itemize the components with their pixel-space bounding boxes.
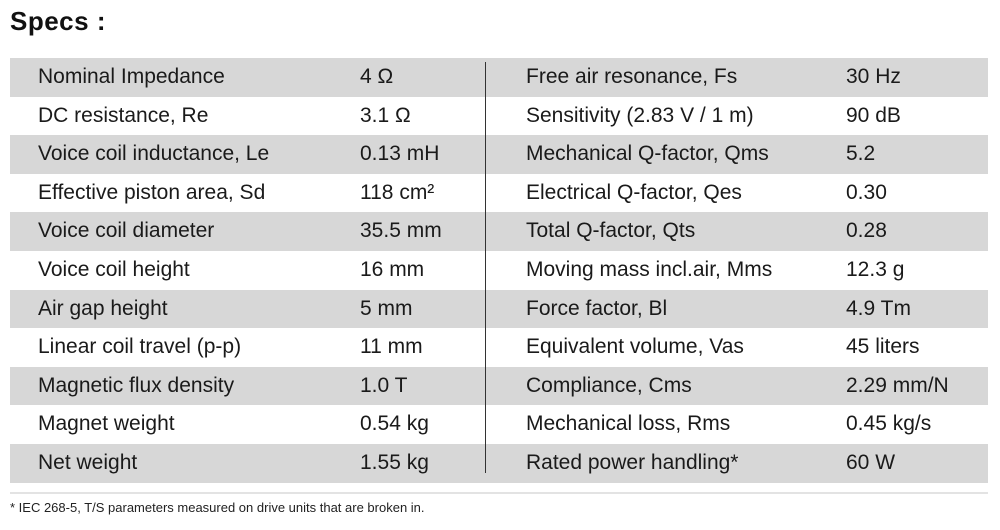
spec-label: Equivalent volume, Vas — [526, 335, 744, 359]
spec-label: Linear coil travel (p-p) — [38, 335, 242, 359]
spec-label: Sensitivity (2.83 V / 1 m) — [526, 103, 754, 127]
table-row — [10, 405, 988, 444]
spec-value: 5 mm — [360, 296, 413, 320]
spec-value: 2.29 mm/N — [846, 373, 949, 397]
footer-rule — [10, 492, 988, 494]
spec-value: 30 Hz — [846, 65, 901, 88]
spec-value: 5.2 — [846, 142, 876, 166]
specs-table — [10, 58, 988, 483]
spec-label: Nominal Impedance — [38, 65, 225, 88]
spec-label: Free air resonance, Fs — [526, 65, 738, 88]
spec-value: 0.13 mH — [360, 142, 440, 166]
spec-value: 3.1 Ω — [360, 103, 411, 127]
spec-value: 1.0 T — [360, 373, 408, 397]
spec-value: 45 liters — [846, 335, 920, 359]
table-row — [10, 58, 988, 97]
spec-label: Mechanical Q-factor, Qms — [526, 142, 769, 166]
spec-value: 35.5 mm — [360, 219, 442, 243]
spec-label: Mechanical loss, Rms — [526, 412, 731, 436]
spec-value: 90 dB — [846, 103, 901, 127]
spec-label: Compliance, Cms — [526, 373, 692, 397]
spec-value: 11 mm — [360, 335, 423, 359]
spec-label: Rated power handling* — [526, 450, 739, 474]
page-title: Specs : — [10, 6, 106, 36]
spec-label: Air gap height — [38, 296, 168, 320]
table-row — [10, 290, 988, 329]
spec-value: 118 cm² — [360, 180, 435, 204]
spec-value: 12.3 g — [846, 257, 905, 281]
spec-value: 0.45 kg/s — [846, 412, 932, 436]
table-row — [10, 251, 988, 290]
table-row — [10, 367, 988, 406]
spec-value: 0.28 — [846, 219, 887, 243]
spec-label: Total Q-factor, Qts — [526, 219, 696, 243]
spec-label: Magnetic flux density — [38, 373, 235, 397]
spec-value: 60 W — [846, 450, 896, 474]
spec-value: 4 Ω — [360, 65, 394, 88]
spec-value: 0.54 kg — [360, 412, 429, 436]
spec-label: Voice coil inductance, Le — [38, 142, 270, 166]
spec-value: 16 mm — [360, 257, 425, 281]
spec-label: Electrical Q-factor, Qes — [526, 180, 742, 204]
spec-label: Voice coil height — [38, 257, 190, 281]
table-row — [10, 135, 988, 174]
table-row — [10, 174, 988, 213]
table-row — [10, 97, 988, 136]
spec-label: Force factor, Bl — [526, 296, 668, 320]
footnote: * IEC 268-5, T/S parameters measured on drive units that are broken in. — [10, 500, 425, 515]
spec-label: Net weight — [38, 450, 138, 474]
spec-label: Moving mass incl.air, Mms — [526, 257, 773, 281]
spec-label: DC resistance, Re — [38, 103, 209, 127]
spec-label: Effective piston area, Sd — [38, 180, 266, 204]
table-row — [10, 328, 988, 367]
spec-label: Voice coil diameter — [38, 219, 215, 243]
spec-label: Magnet weight — [38, 412, 175, 436]
spec-value: 0.30 — [846, 180, 887, 204]
spec-value: 4.9 Tm — [846, 296, 911, 320]
spec-value: 1.55 kg — [360, 450, 429, 474]
column-divider — [485, 62, 486, 473]
table-row — [10, 212, 988, 251]
table-row — [10, 444, 988, 483]
